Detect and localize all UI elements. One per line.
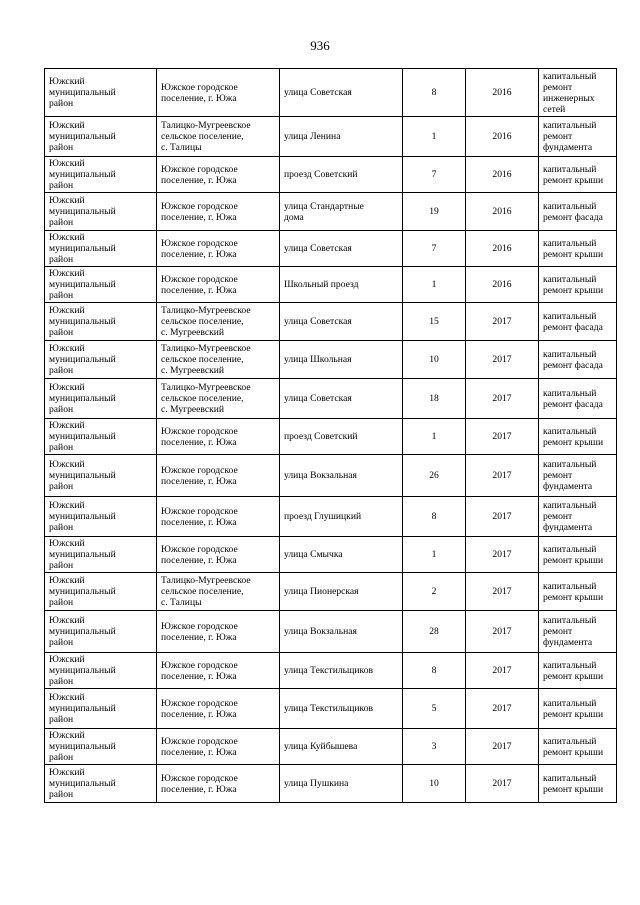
house-number-cell xyxy=(403,689,466,729)
district-cell xyxy=(45,117,157,157)
house-number-cell-text: 10 xyxy=(429,354,439,365)
settlement-cell xyxy=(157,69,280,117)
district-cell xyxy=(45,729,157,765)
work-type-cell-text: капитальный ремонт фасада xyxy=(543,348,603,371)
house-number-cell xyxy=(403,653,466,689)
district-cell xyxy=(45,193,157,231)
district-cell-text: Южский муниципальный район xyxy=(49,459,116,492)
street-cell xyxy=(280,689,403,729)
table-row xyxy=(45,267,617,303)
work-type-cell xyxy=(539,117,617,157)
house-number-cell-text: 7 xyxy=(431,243,437,254)
settlement-cell xyxy=(157,611,280,653)
settlement-cell-text: Южское городское поселение, г. Южа xyxy=(161,697,238,720)
house-number-cell xyxy=(403,193,466,231)
table-row xyxy=(45,611,617,653)
settlement-cell-text: Талицко-Мугреевское сельское поселение, с. Талицы xyxy=(161,120,251,153)
work-type-cell-text: капитальный ремонт фасада xyxy=(543,387,603,410)
house-number-cell xyxy=(403,117,466,157)
street-cell xyxy=(280,117,403,157)
work-type-cell xyxy=(539,231,617,267)
table-row xyxy=(45,729,617,765)
house-number-cell-text: 1 xyxy=(431,279,437,290)
work-type-cell xyxy=(539,341,617,379)
table-row xyxy=(45,455,617,497)
district-cell-text: Южский муниципальный район xyxy=(49,654,116,687)
work-type-cell-text: капитальный ремонт крыши xyxy=(543,580,604,603)
house-number-cell xyxy=(403,455,466,497)
district-cell-text: Южский муниципальный район xyxy=(49,305,116,338)
work-type-cell-text: капитальный ремонт фасада xyxy=(543,310,603,333)
house-number-cell xyxy=(403,231,466,267)
street-cell xyxy=(280,729,403,765)
settlement-cell xyxy=(157,455,280,497)
house-number-cell xyxy=(403,611,466,653)
street-cell xyxy=(280,419,403,455)
work-type-cell-text: капитальный ремонт инженерных сетей xyxy=(543,70,597,115)
district-cell-text: Южский муниципальный район xyxy=(49,195,116,228)
street-cell-text: улица Советская xyxy=(284,243,352,254)
street-cell-text: улица Пушкина xyxy=(284,778,349,789)
house-number-cell xyxy=(403,379,466,419)
table-row xyxy=(45,573,617,611)
settlement-cell-text: Южское городское поселение, г. Южа xyxy=(161,425,238,448)
settlement-cell-text: Талицко-Мугреевское сельское поселение, с. Талицы xyxy=(161,575,251,608)
year-cell xyxy=(466,653,539,689)
street-cell-text: улица Советская xyxy=(284,393,352,404)
work-type-cell-text: капитальный ремонт фундамента xyxy=(543,615,597,648)
house-number-cell-text: 3 xyxy=(431,741,437,752)
street-cell xyxy=(280,497,403,537)
district-cell xyxy=(45,303,157,341)
house-number-cell xyxy=(403,157,466,193)
house-number-cell-text: 1 xyxy=(431,431,437,442)
year-cell-text: 2016 xyxy=(492,131,512,142)
house-number-cell xyxy=(403,729,466,765)
table-row xyxy=(45,231,617,267)
year-cell xyxy=(466,231,539,267)
table-row xyxy=(45,69,617,117)
street-cell xyxy=(280,653,403,689)
district-cell-text: Южский муниципальный район xyxy=(49,382,116,415)
settlement-cell-text: Южское городское поселение, г. Южа xyxy=(161,81,238,104)
settlement-cell-text: Южское городское поселение, г. Южа xyxy=(161,163,238,186)
street-cell-text: улица Текстильщиков xyxy=(284,703,374,714)
street-cell xyxy=(280,193,403,231)
district-cell-text: Южский муниципальный район xyxy=(49,420,116,453)
settlement-cell-text: Южское городское поселение, г. Южа xyxy=(161,273,238,296)
settlement-cell xyxy=(157,267,280,303)
house-number-cell xyxy=(403,69,466,117)
house-number-cell-text: 8 xyxy=(431,665,437,676)
house-number-cell-text: 26 xyxy=(429,470,439,481)
street-cell-text: улица Текстильщиков xyxy=(284,665,374,676)
work-type-cell xyxy=(539,573,617,611)
settlement-cell-text: Талицко-Мугреевское сельское поселение, с. Мугреевский xyxy=(161,382,251,415)
year-cell-text: 2017 xyxy=(492,586,512,597)
street-cell xyxy=(280,157,403,193)
settlement-cell-text: Южское городское поселение, г. Южа xyxy=(161,772,238,795)
year-cell xyxy=(466,573,539,611)
year-cell xyxy=(466,537,539,573)
year-cell-text: 2016 xyxy=(492,206,512,217)
table-row xyxy=(45,537,617,573)
year-cell-text: 2016 xyxy=(492,169,512,180)
house-number-cell-text: 28 xyxy=(429,626,439,637)
work-type-cell xyxy=(539,193,617,231)
street-cell-text: проезд Глушицкий xyxy=(284,511,362,522)
work-type-cell xyxy=(539,765,617,803)
street-cell xyxy=(280,341,403,379)
house-number-cell-text: 8 xyxy=(431,511,437,522)
table-row xyxy=(45,303,617,341)
year-cell xyxy=(466,455,539,497)
year-cell xyxy=(466,267,539,303)
house-number-cell xyxy=(403,573,466,611)
table-row xyxy=(45,689,617,729)
work-type-cell xyxy=(539,379,617,419)
settlement-cell xyxy=(157,573,280,611)
table-row xyxy=(45,341,617,379)
district-cell xyxy=(45,419,157,455)
district-cell-text: Южский муниципальный район xyxy=(49,767,116,800)
work-type-cell xyxy=(539,497,617,537)
street-cell xyxy=(280,455,403,497)
street-cell-text: проезд Советский xyxy=(284,169,358,180)
year-cell-text: 2016 xyxy=(492,87,512,98)
settlement-cell-text: Южское городское поселение, г. Южа xyxy=(161,543,238,566)
settlement-cell-text: Южское городское поселение, г. Южа xyxy=(161,620,238,643)
year-cell xyxy=(466,193,539,231)
year-cell xyxy=(466,157,539,193)
table-row xyxy=(45,379,617,419)
house-number-cell-text: 2 xyxy=(431,586,437,597)
house-number-cell xyxy=(403,497,466,537)
table-row xyxy=(45,765,617,803)
work-type-cell xyxy=(539,537,617,573)
house-number-cell-text: 18 xyxy=(429,393,439,404)
street-cell-text: улица Ленина xyxy=(284,131,341,142)
district-cell-text: Южский муниципальный район xyxy=(49,692,116,725)
year-cell-text: 2017 xyxy=(492,549,512,560)
house-number-cell-text: 5 xyxy=(431,703,437,714)
year-cell xyxy=(466,303,539,341)
year-cell-text: 2017 xyxy=(492,470,512,481)
district-cell xyxy=(45,653,157,689)
year-cell-text: 2017 xyxy=(492,316,512,327)
district-cell-text: Южский муниципальный район xyxy=(49,538,116,571)
table-row xyxy=(45,193,617,231)
settlement-cell-text: Южское городское поселение, г. Южа xyxy=(161,237,238,260)
year-cell-text: 2017 xyxy=(492,354,512,365)
house-number-cell xyxy=(403,303,466,341)
street-cell xyxy=(280,537,403,573)
year-cell-text: 2017 xyxy=(492,393,512,404)
page-number: 936 xyxy=(310,38,330,53)
house-number-cell-text: 7 xyxy=(431,169,437,180)
street-cell xyxy=(280,231,403,267)
registry-body xyxy=(45,69,617,803)
work-type-cell xyxy=(539,729,617,765)
year-cell-text: 2017 xyxy=(492,665,512,676)
settlement-cell xyxy=(157,303,280,341)
work-type-cell xyxy=(539,69,617,117)
table-row xyxy=(45,117,617,157)
year-cell-text: 2017 xyxy=(492,511,512,522)
district-cell-text: Южский муниципальный район xyxy=(49,730,116,763)
settlement-cell xyxy=(157,729,280,765)
work-type-cell-text: капитальный ремонт крыши xyxy=(543,735,604,758)
settlement-cell xyxy=(157,193,280,231)
repair-registry-table xyxy=(44,68,617,803)
work-type-cell xyxy=(539,419,617,455)
year-cell-text: 2017 xyxy=(492,741,512,752)
year-cell-text: 2017 xyxy=(492,626,512,637)
house-number-cell xyxy=(403,765,466,803)
street-cell xyxy=(280,379,403,419)
settlement-cell-text: Южское городское поселение, г. Южа xyxy=(161,735,238,758)
district-cell xyxy=(45,157,157,193)
house-number-cell xyxy=(403,341,466,379)
district-cell xyxy=(45,379,157,419)
year-cell-text: 2017 xyxy=(492,778,512,789)
work-type-cell-text: капитальный ремонт крыши xyxy=(543,273,604,296)
street-cell-text: улица Смычка xyxy=(284,549,343,560)
house-number-cell-text: 1 xyxy=(431,131,437,142)
settlement-cell-text: Южское городское поселение, г. Южа xyxy=(161,505,238,528)
district-cell-text: Южский муниципальный район xyxy=(49,343,116,376)
house-number-cell xyxy=(403,267,466,303)
work-type-cell xyxy=(539,611,617,653)
year-cell xyxy=(466,689,539,729)
street-cell-text: улица Куйбышева xyxy=(284,741,358,752)
settlement-cell-text: Южское городское поселение, г. Южа xyxy=(161,659,238,682)
settlement-cell-text: Южское городское поселение, г. Южа xyxy=(161,464,238,487)
table-row xyxy=(45,157,617,193)
street-cell xyxy=(280,267,403,303)
year-cell xyxy=(466,419,539,455)
settlement-cell xyxy=(157,765,280,803)
house-number-cell-text: 19 xyxy=(429,206,439,217)
year-cell xyxy=(466,497,539,537)
house-number-cell-text: 15 xyxy=(429,316,439,327)
district-cell xyxy=(45,455,157,497)
settlement-cell-text: Талицко-Мугреевское сельское поселение, с. Мугреевский xyxy=(161,343,251,376)
work-type-cell-text: капитальный ремонт крыши xyxy=(543,659,604,682)
street-cell xyxy=(280,303,403,341)
district-cell xyxy=(45,231,157,267)
work-type-cell-text: капитальный ремонт фасада xyxy=(543,200,603,223)
work-type-cell xyxy=(539,689,617,729)
street-cell-text: улица Пионерская xyxy=(284,586,359,597)
year-cell-text: 2016 xyxy=(492,279,512,290)
street-cell-text: улица Вокзальная xyxy=(284,626,357,637)
district-cell-text: Южский муниципальный район xyxy=(49,268,116,301)
house-number-cell xyxy=(403,419,466,455)
settlement-cell xyxy=(157,497,280,537)
work-type-cell xyxy=(539,653,617,689)
house-number-cell xyxy=(403,537,466,573)
street-cell xyxy=(280,69,403,117)
district-cell xyxy=(45,765,157,803)
district-cell xyxy=(45,69,157,117)
year-cell xyxy=(466,611,539,653)
street-cell-text: улица Советская xyxy=(284,87,352,98)
street-cell xyxy=(280,573,403,611)
table-row xyxy=(45,497,617,537)
year-cell xyxy=(466,117,539,157)
settlement-cell-text: Талицко-Мугреевское сельское поселение, с. Мугреевский xyxy=(161,305,251,338)
work-type-cell-text: капитальный ремонт крыши xyxy=(543,772,604,795)
district-cell xyxy=(45,689,157,729)
work-type-cell-text: капитальный ремонт фундамента xyxy=(543,120,597,153)
district-cell xyxy=(45,537,157,573)
work-type-cell xyxy=(539,267,617,303)
district-cell-text: Южский муниципальный район xyxy=(49,575,116,608)
work-type-cell-text: капитальный ремонт фундамента xyxy=(543,459,597,492)
district-cell xyxy=(45,611,157,653)
district-cell xyxy=(45,573,157,611)
work-type-cell xyxy=(539,303,617,341)
settlement-cell xyxy=(157,379,280,419)
district-cell-text: Южский муниципальный район xyxy=(49,232,116,265)
settlement-cell xyxy=(157,341,280,379)
work-type-cell-text: капитальный ремонт крыши xyxy=(543,697,604,720)
year-cell xyxy=(466,69,539,117)
work-type-cell-text: капитальный ремонт крыши xyxy=(543,237,604,260)
settlement-cell xyxy=(157,419,280,455)
year-cell-text: 2017 xyxy=(492,703,512,714)
district-cell xyxy=(45,497,157,537)
street-cell xyxy=(280,765,403,803)
district-cell-text: Южский муниципальный район xyxy=(49,615,116,648)
settlement-cell xyxy=(157,117,280,157)
settlement-cell xyxy=(157,689,280,729)
table-row xyxy=(45,653,617,689)
district-cell-text: Южский муниципальный район xyxy=(49,76,116,109)
settlement-cell xyxy=(157,231,280,267)
year-cell xyxy=(466,379,539,419)
work-type-cell xyxy=(539,157,617,193)
settlement-cell xyxy=(157,537,280,573)
district-cell-text: Южский муниципальный район xyxy=(49,500,116,533)
year-cell xyxy=(466,765,539,803)
street-cell-text: Школьный проезд xyxy=(284,279,359,290)
street-cell-text: проезд Советский xyxy=(284,431,358,442)
house-number-cell-text: 10 xyxy=(429,778,439,789)
district-cell-text: Южский муниципальный район xyxy=(49,158,116,191)
district-cell-text: Южский муниципальный район xyxy=(49,120,116,153)
year-cell-text: 2016 xyxy=(492,243,512,254)
district-cell xyxy=(45,267,157,303)
work-type-cell xyxy=(539,455,617,497)
work-type-cell-text: капитальный ремонт фундамента xyxy=(543,500,597,533)
year-cell xyxy=(466,341,539,379)
year-cell-text: 2017 xyxy=(492,431,512,442)
district-cell xyxy=(45,341,157,379)
settlement-cell xyxy=(157,653,280,689)
street-cell-text: улица Школьная xyxy=(284,354,352,365)
house-number-cell-text: 8 xyxy=(431,87,437,98)
year-cell xyxy=(466,729,539,765)
settlement-cell xyxy=(157,157,280,193)
house-number-cell-text: 1 xyxy=(431,549,437,560)
settlement-cell-text: Южское городское поселение, г. Южа xyxy=(161,200,238,223)
street-cell-text: улица Стандартные дома xyxy=(284,200,364,223)
work-type-cell-text: капитальный ремонт крыши xyxy=(543,543,604,566)
street-cell xyxy=(280,611,403,653)
street-cell-text: улица Советская xyxy=(284,316,352,327)
work-type-cell-text: капитальный ремонт крыши xyxy=(543,425,604,448)
street-cell-text: улица Вокзальная xyxy=(284,470,357,481)
work-type-cell-text: капитальный ремонт крыши xyxy=(543,163,604,186)
table-row xyxy=(45,419,617,455)
